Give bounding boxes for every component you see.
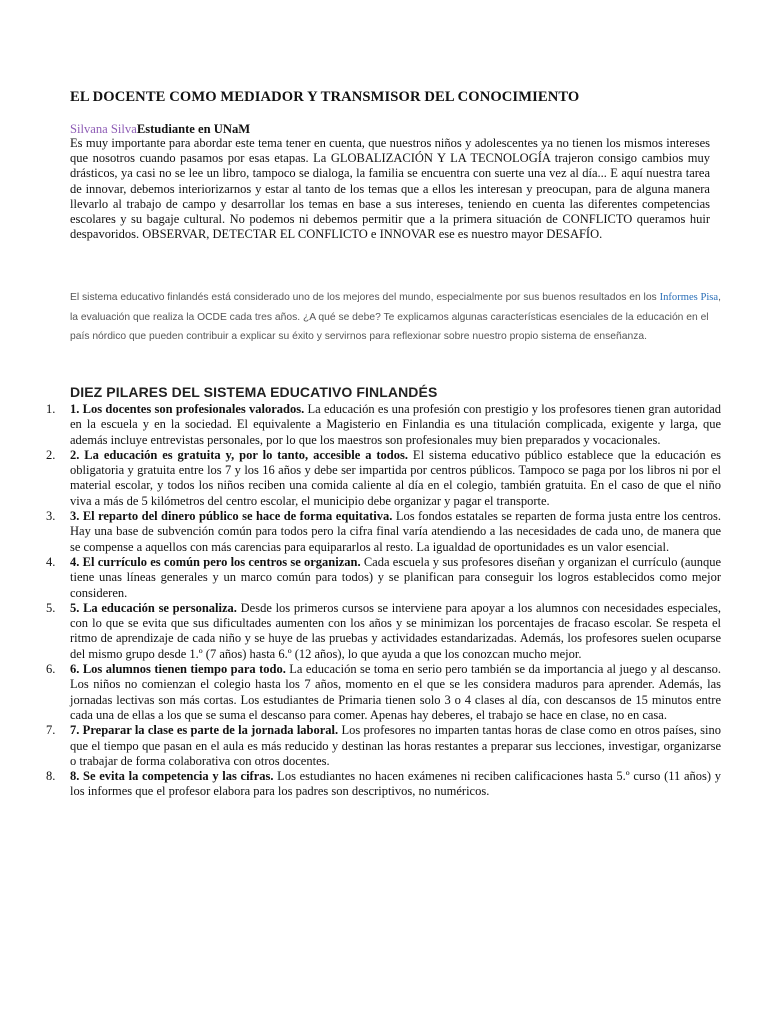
pillar-number: 4. (46, 554, 56, 569)
pillar-heading: 4. El currículo es común pero los centros se organizan. (70, 554, 361, 569)
pillars-list (46, 402, 722, 800)
informes-pisa-link[interactable]: Informes Pisa (659, 292, 719, 303)
pillar-text: Desde los primeros cursos se interviene para apoyar a los alumnos con necesidades especiales, con lo que se evita que sus dificultades aumenten con los años y se minimizan los porcentajes de fracaso escolar. Se respeta el ritmo de aprendizaje de cada niño y se huye de las pruebas y actividades estandarizadas. Además, los profesores suelen ocuparse del mismo grupo desde 1.º (7 años) hasta 6.º (12 años), lo que ayuda a que los conozcan mucho mejor. (70, 600, 721, 661)
pillar-text: Los profesores no imparten tantas horas de clase como en otros países, sino que el tiempo que pasan en el aula es más reducido y destinan las horas restantes a preparar sus lecciones, investigar, organizarse o trabajar de forma colaborativa con otros docentes. (70, 723, 721, 768)
author-line (70, 122, 250, 137)
pillar-number: 3. (46, 509, 56, 524)
pillar-number: 7. (46, 723, 56, 738)
pillar-text: La educación se toma en serio pero también se da importancia al juego y al descanso. Los niños no comienzan el colegio hasta los 7 años, momento en el que se les considera maduros para aprender. Además, las jornadas lectivas son más cortas. Los estudiantes de Primaria tienen solo 3 o 4 clases al día, con descansos de 15 minutos entre cada una de ellas a los que se suma el descanso para comer. Apenas hay deberes, el trabajo se hace en clase, no en casa. (70, 662, 721, 722)
intro-paragraph: Es muy importante para abordar este tema tener en cuenta, que nuestros niños y adolescentes ya no tienen los mismos intereses que nosotros cuando pasamos por esas etapas. La GLOBALIZACIÓN Y LA TECNOLOGÍA trajeron consigo cambios muy drásticos, ya casi no se lee un libro, tampoco se dialoga, la familia se encuentra con suerte una vez al día... E aquí nuestra tarea de innovar, debemos interiorizarnos y estar al tanto de los temas que a ellos les interesan y preocupan, para de alguna manera llevarlo al trabajo de campo y desarrollar los temas en base a sus intereses, teniendo en cuenta las diferentes competencias escolares y su bagaje cultural. No podemos ni debemos permitir que a la primera situación de CONFLICTO queramos huir despavoridos. OBSERVAR, DETECTAR EL CONFLICTO e INNOVAR ese es nuestro mayor DESAFÍO. (70, 136, 710, 242)
pillar-heading: 3. El reparto del dinero público se hace de forma equitativa. (70, 509, 393, 524)
pillar-heading: 8. Se evita la competencia y las cifras. (70, 769, 274, 784)
pillar-number: 5. (46, 600, 56, 615)
pillar-item (46, 723, 721, 769)
pillar-item (46, 447, 721, 509)
author-role: Estudiante en UNaM (136, 122, 251, 136)
pillar-text: Los fondos estatales se reparten de forma justa entre los centros. Hay una base de subvención común para todos pero la cifra final varía atendiendo a las necesidades de cada uno, de manera que se compense a aquellos con más carencias para equipararlos al resto. La igualdad de oportunidades es un valor esencial. (70, 509, 721, 554)
pillar-item (46, 402, 722, 448)
pillar-number: 8. (46, 769, 56, 784)
finland-paragraph (70, 288, 722, 347)
pillar-number: 6. (46, 662, 56, 677)
pillar-text: El sistema educativo público establece que la educación es obligatoria y gratuita entre los 7 y los 16 años y debe ser impartida por centros públicos. Tampoco se paga por los libros ni por el material escolar, y todos los niños reciben una comida caliente al día en el colegio, también gratuita. En el caso de que el niño viva a más de 5 kilómetros del centro escolar, el municipio debe organizar y pagar el transporte. (70, 447, 721, 508)
pillar-item (46, 554, 722, 601)
pillar-heading: 2. La educación es gratuita y, por lo tanto, accesible a todos. (70, 447, 408, 462)
pillars-heading: DIEZ PILARES DEL SISTEMA EDUCATIVO FINLANDÉS (70, 384, 438, 400)
pillar-item (46, 769, 721, 800)
pillar-number: 1. (46, 402, 56, 416)
pillar-heading: 6. Los alumnos tienen tiempo para todo. (70, 662, 286, 677)
pillar-heading: 1. Los docentes son profesionales valorados. (70, 402, 305, 416)
finland-paragraph-end: , la evaluación que realiza la OCDE cada tres años. ¿A qué se debe? Te explicamos algunas características esenciales de la educación en el país nórdico que pueden contribuir a explicar su éxito y servirnos para reflexionar sobre nuestro propio sistema de enseñanza. (70, 292, 721, 342)
finland-paragraph-start: El sistema educativo finlandés está considerado uno de los mejores del mundo, especialmente por sus buenos resultados en los (70, 292, 660, 303)
pillar-number: 2. (46, 447, 56, 462)
pillar-item (46, 600, 721, 662)
pillar-text: Los estudiantes no hacen exámenes ni reciben calificaciones hasta 5.º curso (11 años) y los informes que el profesor elabora para los padres son descriptivos, no numéricos. (70, 769, 721, 799)
pillar-heading: 7. Preparar la clase es parte de la jornada laboral. (70, 723, 339, 738)
author-name: Silvana Silva (70, 122, 137, 136)
document-title: EL DOCENTE COMO MEDIADOR Y TRANSMISOR DEL CONOCIMIENTO (70, 89, 580, 105)
pillar-text: La educación es una profesión con prestigio y los profesores tienen gran autoridad en la escuela y en la sociedad. El equivalente a Magisterio en Finlandia es una titulación complicada, exigente y larga, que además incluye entrevistas personales, por lo que los maestros son profesionales muy bien preparados y vocacionales. (70, 402, 722, 447)
pillar-item (46, 662, 721, 723)
pillar-item (46, 509, 721, 555)
pillar-heading: 5. La educación se personaliza. (70, 600, 237, 615)
pillar-text: Cada escuela y sus profesores diseñan y organizan el currículo (aunque tiene unas líneas generales y un marco común para todos) y se planifican para conseguir los logros establecidos como mejor consideren. (70, 554, 722, 600)
